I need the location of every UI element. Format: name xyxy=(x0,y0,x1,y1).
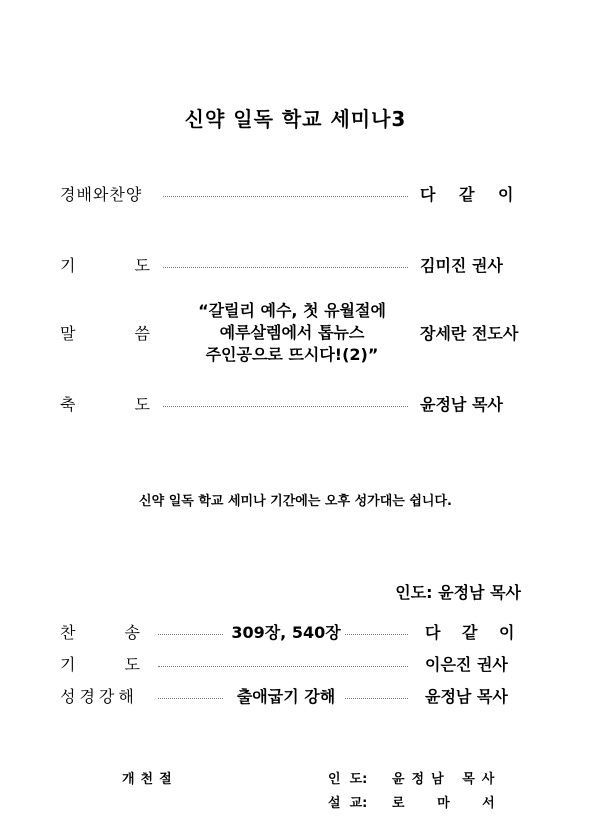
footer-leader-label: 인 도: xyxy=(328,772,368,787)
hymn-numbers: 309장, 540장 xyxy=(231,623,341,642)
footer-preacher-label: 설 교: xyxy=(328,796,368,811)
leader-dots xyxy=(163,196,408,197)
sermon-title-line: 예루살렘에서 톱뉴스 xyxy=(219,323,365,342)
benediction-label: 축 도 xyxy=(60,395,150,414)
footer-leader-name: 윤정남 목사 xyxy=(392,772,502,787)
leader-dots xyxy=(345,634,408,635)
footer-preacher-name: 로 마 서 xyxy=(392,796,495,811)
prayer-leader: 김미진 권사 xyxy=(420,256,503,275)
worship-label: 경배와찬양 xyxy=(60,185,143,204)
leader-dots xyxy=(163,267,408,268)
sermon-title-line: “갈릴리 예수, 첫 유월절에 xyxy=(198,301,386,320)
benediction-leader: 윤정남 목사 xyxy=(420,395,503,414)
prayer-label: 기 도 xyxy=(60,256,150,275)
afternoon-leader: 인도: 윤정남 목사 xyxy=(395,583,521,602)
bible-leader: 윤정남 목사 xyxy=(425,687,508,706)
leader-dots xyxy=(158,698,223,699)
sermon-title xyxy=(172,300,412,366)
hymn-label: 찬 송 xyxy=(60,623,140,642)
bible-label: 성경강해 xyxy=(60,687,138,706)
worship-leader: 다 같 이 xyxy=(420,185,514,204)
sermon-title-line: 주인공으로 뜨시다!(2)” xyxy=(205,345,379,364)
leader-dots xyxy=(158,634,223,635)
choir-note: 신약 일독 학교 세미나 기간에는 오후 성가대는 쉽니다. xyxy=(139,494,452,509)
bible-topic: 출애굽기 강해 xyxy=(236,687,336,706)
prayer2-leader: 이은진 권사 xyxy=(425,655,508,674)
leader-dots xyxy=(158,666,408,667)
footer-service: 개천절 xyxy=(122,772,178,787)
prayer2-label: 기 도 xyxy=(60,655,140,674)
leader-dots xyxy=(345,698,408,699)
hymn-leader: 다 같 이 xyxy=(425,623,515,642)
leader-dots xyxy=(163,406,408,407)
page-title: 신약 일독 학교 세미나3 xyxy=(184,107,407,131)
sermon-speaker: 장세란 전도사 xyxy=(420,324,519,343)
sermon-label: 말 씀 xyxy=(60,324,150,343)
